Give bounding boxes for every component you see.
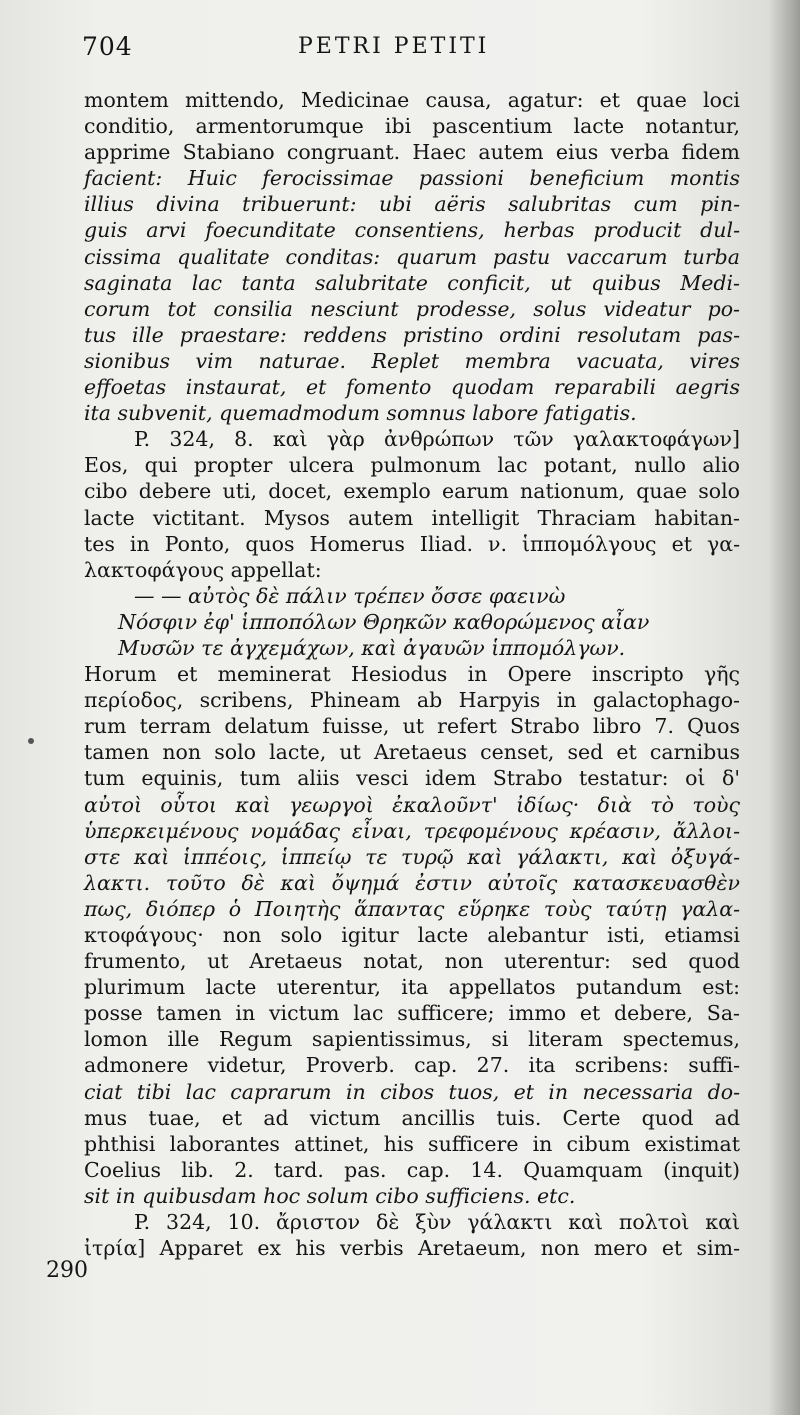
text-line: ciat tibi lac caprarum in cibos tuos, et in necessaria do- <box>84 1079 740 1104</box>
text-line: ita subvenit, quemadmodum somnus labore fatigatis. <box>84 401 637 426</box>
verse-line: Μυσῶν τε ἀγχεμάχων, καὶ ἀγαυῶν ἱππομόλγων. <box>118 635 626 660</box>
text-line: tum equinis, tum aliis vesci idem Strabo testatur: οἱ δ' <box>84 766 740 791</box>
margin-mark <box>28 738 34 744</box>
text-line: sit in quibusdam hoc solum cibo sufficiens. etc. <box>84 1183 576 1208</box>
page-number: 704 <box>82 32 133 61</box>
verse-line: Νόσφιν ἐφ' ἱπποπόλων Θρηκῶν καθορώμενος αἶαν <box>118 609 650 634</box>
text-line: facient: Huic ferocissimae passioni beneficium montis <box>84 166 740 191</box>
text-line: conditio, armentorumque ibi pascentium lacte notantur, <box>84 114 740 139</box>
text-line: rum terram delatum fuisse, ut refert Strabo libro 7. Quos <box>84 714 740 739</box>
text-line: tes in Ponto, quos Homerus Iliad. ν. ἱππομόλγους et γα- <box>84 531 740 556</box>
text-line: effoetas instaurat, et fomento quodam reparabili aegris <box>84 375 740 400</box>
text-line: περίοδος, scribens, Phineam ab Harpyis in galactophago- <box>84 688 740 713</box>
text-line: lacte victitant. Mysos autem intelligit Thraciam habitan- <box>84 505 740 530</box>
text-line: plurimum lacte uterentur, ita appellatos putandum est: <box>84 975 740 1000</box>
text-line: apprime Stabiano congruant. Haec autem eius verba fidem <box>84 140 740 165</box>
text-line: admonere videtur, Proverb. cap. 27. ita scribens: suffi- <box>84 1053 740 1078</box>
text-line: Horum et meminerat Hesiodus in Opere inscripto γῆς <box>84 662 740 687</box>
text-line: ἰτρία] Apparet ex his verbis Aretaeum, non mero et sim- <box>84 1236 740 1261</box>
text-line: guis arvi foecunditate consentiens, herbas producit dul- <box>84 218 740 243</box>
text-line: posse tamen in victum lac sufficere; immo et debere, Sa- <box>84 1001 740 1026</box>
verse-line: — — αὐτὸς δὲ πάλιν τρέπεν ὄσσε φαεινὼ <box>134 583 566 608</box>
text-line: illius divina tribuerunt: ubi aëris salubritas cum pin- <box>84 192 740 217</box>
text-line: corum tot consilia nesciunt prodesse, solus videatur po- <box>84 296 740 321</box>
text-line: mus tuae, et ad victum ancillis tuis. Certe quod ad <box>84 1105 740 1130</box>
page-header <box>78 30 743 70</box>
lemma-line: P. 324, 8. καὶ γὰρ ἀνθρώπων τῶν γαλακτοφάγων] <box>134 427 740 452</box>
lemma-line: P. 324, 10. ἄριστον δὲ ξὺν γάλακτι καὶ πολτοὶ καὶ <box>134 1210 740 1235</box>
text-line: λακτοφάγους appellat: <box>84 557 322 582</box>
text-line: cibo debere uti, docet, exemplo earum nationum, quae solo <box>84 479 740 504</box>
text-line: frumento, ut Aretaeus notat, non uterentur: sed quod <box>84 949 740 974</box>
text-line: sionibus vim naturae. Replet membra vacuata, vires <box>84 348 740 373</box>
text-line: Eos, qui propter ulcera pulmonum lac potant, nullo alio <box>84 453 740 478</box>
text-line: lomon ille Regum sapientissimus, si literam spectemus, <box>84 1027 740 1052</box>
margin-line-number: 290 <box>46 1258 88 1283</box>
text-line: αὐτοὶ οὗτοι καὶ γεωργοὶ ἐκαλοῦντ' ἰδίως· διὰ τὸ τοὺς <box>84 792 740 817</box>
body-text <box>84 87 740 1261</box>
text-line: tamen non solo lacte, ut Aretaeus censet, sed et carnibus <box>84 740 740 765</box>
text-line: montem mittendo, Medicinae causa, agatur: et quae loci <box>84 88 740 112</box>
text-line: saginata lac tanta salubritate conficit, ut quibus Medi- <box>84 270 740 295</box>
text-line: Coelius lib. 2. tard. pas. cap. 14. Quamquam (inquit) <box>84 1157 740 1182</box>
text-line: στε καὶ ἱππέοις, ἱππείῳ τε τυρῷ καὶ γάλακτι, καὶ ὀξυγά- <box>84 844 740 869</box>
text-line: κτοφάγους· non solo igitur lacte alebantur isti, etiamsi <box>84 923 740 947</box>
text-line: cissima qualitate conditas: quarum pastu vaccarum turba <box>84 244 740 269</box>
running-head: PETRI PETITI <box>298 34 490 59</box>
text-line: phthisi laborantes attinet, his sufficere in cibum existimat <box>84 1131 740 1156</box>
text-line: λακτι. τοῦτο δὲ καὶ ὄψημά ἐστιν αὐτοῖς κατασκευασθὲν <box>84 870 740 895</box>
text-line: tus ille praestare: reddens pristino ordini resolutam pas- <box>84 322 740 347</box>
text-line: πως, διόπερ ὁ Ποιητὴς ἅπαντας εὕρηκε τοὺς ταύτῃ γαλα- <box>84 896 740 921</box>
text-line: ὑπερκειμένους νομάδας εἶναι, τρεφομένους κρέασιν, ἄλλοι- <box>84 818 740 843</box>
